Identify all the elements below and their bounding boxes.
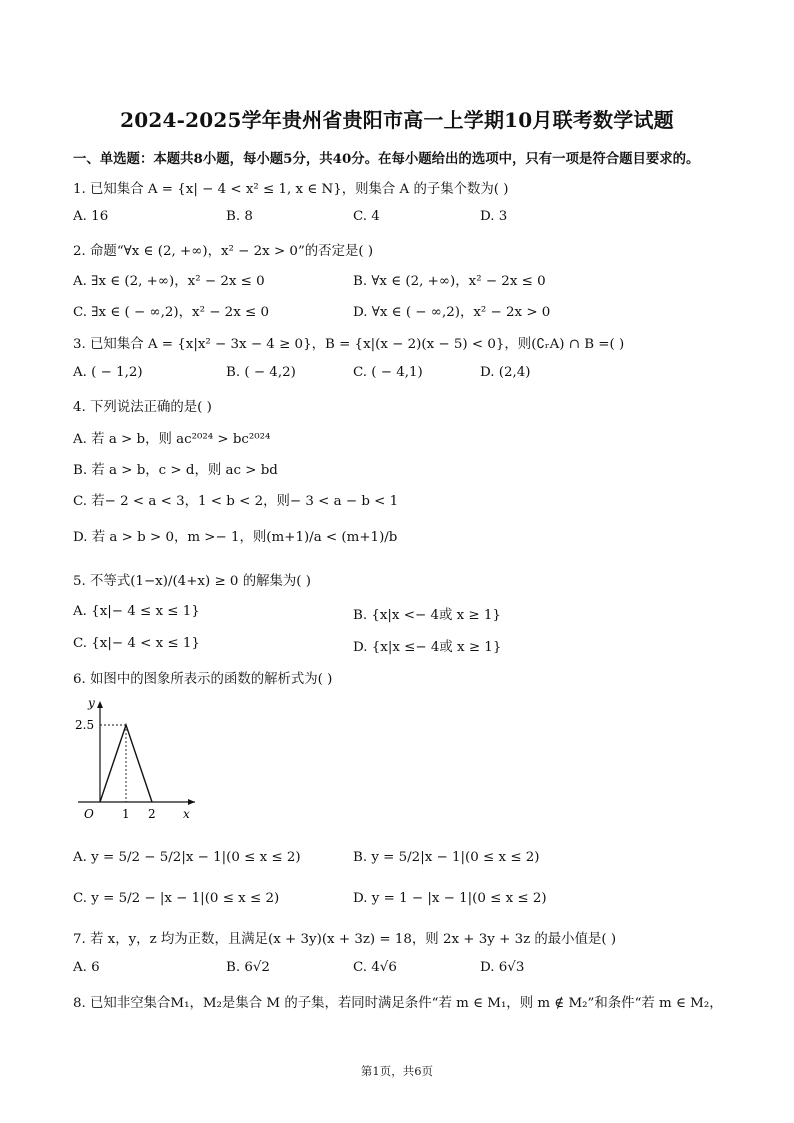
q7-option-a: A. 6 <box>73 960 100 975</box>
q6-option-a: A. y = 5/2 − 5/2|x − 1|(0 ≤ x ≤ 2) <box>73 850 301 865</box>
q1-option-a: A. 16 <box>73 209 109 224</box>
q3-option-a: A. ( − 1,2) <box>73 365 143 380</box>
question-7-stem: 7. 若 x，y，z 均为正数，且满足(x + 3y)(x + 3z) = 18，则 2x + 3y + 3z 的最小值是( ) <box>73 932 617 947</box>
q1-option-d: D. 3 <box>480 209 508 224</box>
q4-option-d: D. 若 a > b > 0，m >− 1，则(m+1)/a < (m+1)/b <box>73 530 398 545</box>
q3-option-c: C. ( − 4,1) <box>353 365 423 380</box>
q4-option-a: A. 若 a > b，则 ac²⁰²⁴ > bc²⁰²⁴ <box>73 432 271 447</box>
q2-option-c: C. ∃x ∈ ( − ∞,2)，x² − 2x ≤ 0 <box>73 305 270 320</box>
function-graph <box>70 697 200 827</box>
question-6-stem: 6. 如图中的图象所表示的函数的解析式为( ) <box>73 672 333 687</box>
q7-option-d: D. 6√3 <box>480 960 525 975</box>
peak-value-label: 2.5 <box>75 718 95 732</box>
q7-option-c: C. 4√6 <box>353 960 397 975</box>
q3-option-b: B. ( − 4,2) <box>226 365 296 380</box>
question-5-stem: 5. 不等式(1−x)/(4+x) ≥ 0 的解集为( ) <box>73 574 311 589</box>
x-tick-2: 2 <box>148 807 156 821</box>
q7-option-b: B. 6√2 <box>226 960 270 975</box>
q5-option-c: C. {x|− 4 < x ≤ 1} <box>73 636 200 651</box>
x-axis-label: x <box>183 807 190 821</box>
q5-option-d: D. {x|x ≤− 4或 x ≥ 1} <box>353 640 502 655</box>
x-axis-arrow <box>188 799 195 805</box>
q4-option-b: B. 若 a > b，c > d，则 ac > bd <box>73 463 278 478</box>
page-footer: 第1页，共6页 <box>360 1064 434 1078</box>
question-4-stem: 4. 下列说法正确的是( ) <box>73 400 212 415</box>
q2-option-b: B. ∀x ∈ (2, +∞)，x² − 2x ≤ 0 <box>353 274 546 289</box>
question-2-stem: 2. 命题“∀x ∈ (2, +∞)，x² − 2x > 0”的否定是( ) <box>73 244 374 259</box>
q2-option-d: D. ∀x ∈ ( − ∞,2)，x² − 2x > 0 <box>353 305 551 320</box>
q1-option-b: B. 8 <box>226 209 253 224</box>
y-axis-arrow <box>97 701 103 708</box>
section-heading: 一、单选题：本题共8小题，每小题5分，共40分。在每小题给出的选项中，只有一项是符合题目要求的。 <box>73 151 700 167</box>
q5-option-b: B. {x|x <− 4或 x ≥ 1} <box>353 608 501 623</box>
q1-option-c: C. 4 <box>353 209 380 224</box>
question-3-stem: 3. 已知集合 A = {x|x² − 3x − 4 ≥ 0}，B = {x|(x − 2)(x − 5) < 0}，则(∁ᵣA) ∩ B =( ) <box>73 337 625 352</box>
q4-option-c: C. 若− 2 < a < 3，1 < b < 2，则− 3 < a − b < 1 <box>73 494 399 509</box>
question-1-stem: 1. 已知集合 A = {x| − 4 < x² ≤ 1, x ∈ N}，则集合 A 的子集个数为( ) <box>73 182 509 197</box>
q6-option-b: B. y = 5/2|x − 1|(0 ≤ x ≤ 2) <box>353 850 540 865</box>
question-8-stem: 8. 已知非空集合M₁，M₂是集合 M 的子集，若同时满足条件“若 m ∈ M₁，则 m ∉ M₂”和条件“若 m ∈ M₂， <box>73 996 723 1011</box>
q5-option-a: A. {x|− 4 ≤ x ≤ 1} <box>73 604 200 619</box>
q6-option-c: C. y = 5/2 − |x − 1|(0 ≤ x ≤ 2) <box>73 891 280 906</box>
q6-option-d: D. y = 1 − |x − 1|(0 ≤ x ≤ 2) <box>353 891 547 906</box>
q2-option-a: A. ∃x ∈ (2, +∞)，x² − 2x ≤ 0 <box>73 274 265 289</box>
page-title: 2024-2025学年贵州省贵阳市高一上学期10月联考数学试题 <box>120 108 674 132</box>
y-axis-label: y <box>88 697 95 710</box>
x-tick-1: 1 <box>122 807 130 821</box>
q3-option-d: D. (2,4) <box>480 365 531 380</box>
origin-label: O <box>84 807 94 821</box>
